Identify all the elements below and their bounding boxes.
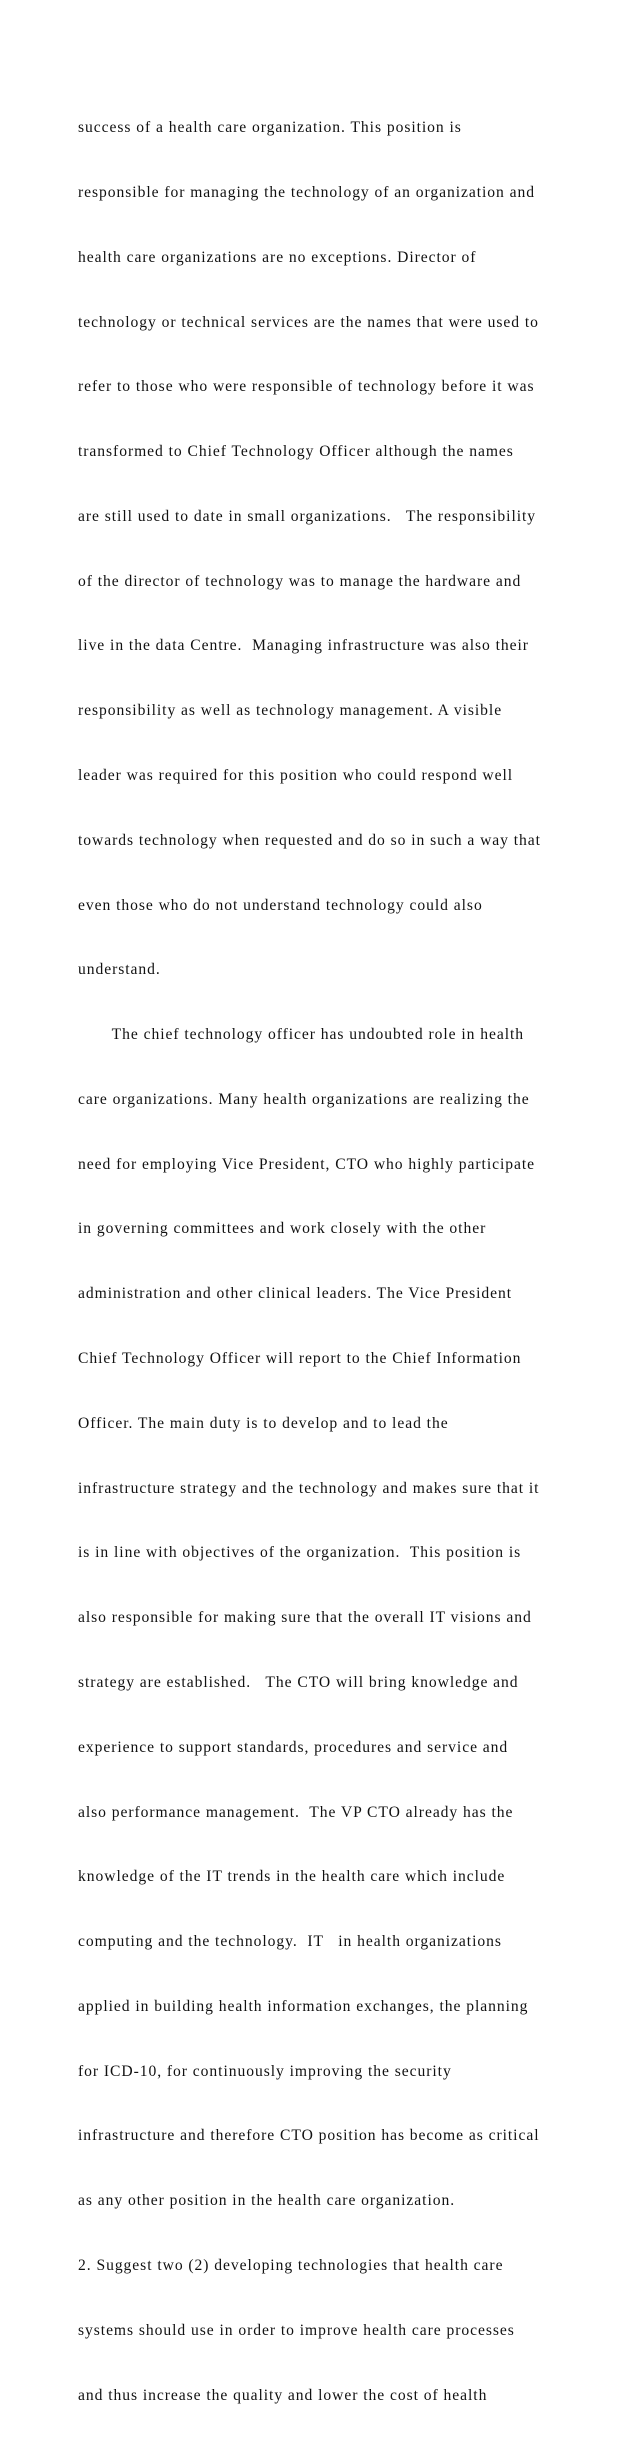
text-line: administration and other clinical leaders. The Vice President [78, 1285, 513, 1303]
text-line: computing and the technology. IT in health organizations [78, 1933, 502, 1951]
body-text [78, 74, 618, 2449]
text-line: transformed to Chief Technology Officer although the names [78, 443, 514, 461]
text-line: live in the data Centre. Managing infrastructure was also their [78, 637, 529, 655]
text-line: leader was required for this position who could respond well [78, 767, 514, 784]
text-line: applied in building health information exchanges, the planning [78, 1997, 529, 2015]
text-line: in governing committees and work closely with the other [78, 1220, 487, 1238]
text-line: infrastructure strategy and the technology and makes sure that it [78, 1479, 540, 1497]
text-line: refer to those who were responsible of technology before it was [78, 378, 535, 396]
text-line: also performance management. The VP CTO already has the [78, 1803, 514, 1821]
text-line: even those who do not understand technology could also [78, 896, 483, 914]
text-line: of the director of technology was to manage the hardware and [78, 572, 522, 590]
text-line: Officer. The main duty is to develop and to lead the [78, 1414, 449, 1432]
text-line: responsible for managing the technology of an organization and [78, 183, 536, 201]
paragraph-start-line: The chief technology officer has undoubted role in health [78, 1026, 525, 1044]
text-line: also responsible for making sure that the overall IT visions and [78, 1609, 532, 1627]
text-line: technology or technical services are the names that were used to [78, 313, 539, 331]
text-line: need for employing Vice President, CTO who highly participate [78, 1155, 536, 1173]
text-line: is in line with objectives of the organization. This position is [78, 1544, 522, 1562]
text-line: responsibility as well as technology management. A visible [78, 702, 503, 720]
text-line: for ICD-10, for continuously improving the security [78, 2062, 452, 2080]
text-line: infrastructure and therefore CTO position has become as critical [78, 2127, 540, 2145]
text-line: Chief Technology Officer will report to the Chief Information [78, 1350, 522, 1368]
text-line: care organizations. Many health organizations are realizing the [78, 1090, 530, 1108]
text-line: towards technology when requested and do so in such a way that [78, 831, 541, 849]
text-line: strategy are established. The CTO will bring knowledge and [78, 1673, 519, 1691]
question-line: 2. Suggest two (2) developing technologies that health care [78, 2256, 504, 2274]
question-line: and thus increase the quality and lower the cost of health [78, 2386, 488, 2404]
text-line: are still used to date in small organizations. The responsibility [78, 507, 537, 525]
text-line: understand. [78, 961, 161, 979]
text-line: as any other position in the health care organization. [78, 2192, 456, 2210]
text-line: health care organizations are no exceptions. Director of [78, 248, 477, 266]
text-line: success of a health care organization. This position is [78, 119, 462, 137]
text-line: knowledge of the IT trends in the health care which include [78, 1868, 506, 1886]
question-line: systems should use in order to improve health care processes [78, 2321, 515, 2339]
text-line: experience to support standards, procedures and service and [78, 1738, 509, 1756]
